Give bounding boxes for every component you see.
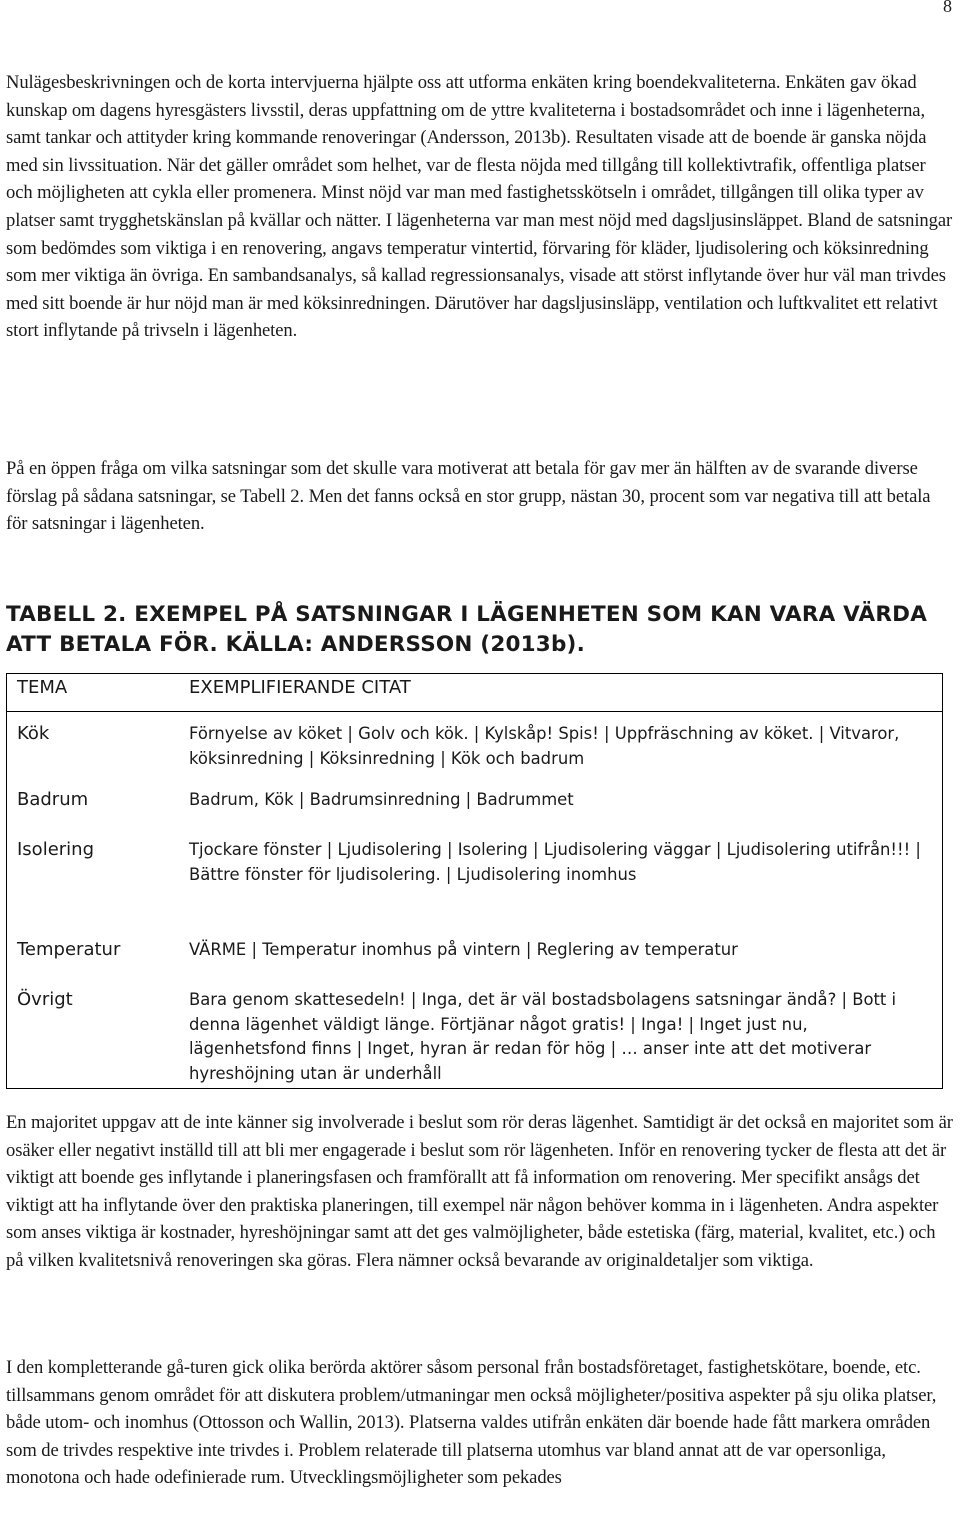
table-row [7,712,943,779]
row-quotes: VÄRME | Temperatur inomhus på vintern | Reglering av temperatur [189,940,738,959]
row-theme: Badrum [17,789,89,810]
table-header-row [7,674,943,712]
table-row [7,928,943,978]
paragraph-open-question: På en öppen fråga om vilka satsningar som det skulle vara motiverat att betala för gav mer än hälften av de svarande diverse förslag på sådana satsningar, se Tabell 2. Men det fanns också en stor grupp, nästan 30, procent som var negativa till att betala för satsningar i lägenheten. [6,458,931,535]
row-theme: Isolering [17,839,95,860]
paragraph-survey-results: Nulägesbeskrivningen och de korta intervjuerna hjälpte oss att utforma enkäten kring boendekvaliteterna. Enkäten gav ökad kunskap om dagens hyresgästers livsstil, deras uppfattning om de yttre kvaliteterna i bostadsområdet och inne i lägenheterna, samt tankar och attityder kring kommande renoveringar (Andersson, 2013b). Resultaten visade att de boende är ganska nöjda med sin livssituation. När det gäller området som helhet, var de flesta nöjda med tillgång till kollektivtrafik, offentliga platser och möjligheten att cykla eller promenera. Minst nöjd var man med fastighetsskötseln i området, tillgången till olika typer av platser samt trygghetskänslan på kvällar och nätter. I lägenheterna var man mest nöjd med dagsljusinsläppet. Bland de satsningar som bedömdes som viktiga i en renovering, angavs temperatur vintertid, förvaring för kläder, ljudisolering och köksinredning som mer viktiga än övriga. En sambandsanalys, så kallad regressionsanalys, visade att störst inflytande över hur väl man trivdes med sitt boende är hur nöjd man är med köksinredningen. Därutöver har dagsljusinsläpp, ventilation och luftkvalitet ett relativt stort inflytande på trivseln i lägenheten. [6,72,953,342]
paragraph-involvement: En majoritet uppgav att de inte känner sig involverade i beslut som rör deras lägenhet. Samtidigt är det också en majoritet som är osäker eller negativt inställd till att bli mer engagerade i beslut som rör lägenheten. Inför en renovering tycker de flesta att det är viktigt att boende ges inflytande i planeringsfasen och framförallt att få information om renovering. Mer specifikt ansågs det viktigt att ha inflytande över den praktiska planeringen, till exempel när någon behöver komma in i lägenheten. Andra aspekter som anses viktiga är kostnader, hyreshöjningar samt att det ges valmöjligheter, både estetiska (färg, material, kvalitet, etc.) och på vilken kvalitetsnivå renoveringen ska göras. Flera nämner också bevarande av originaldetaljer som viktiga. [6,1112,953,1271]
table-row [7,828,943,928]
row-quotes: Tjockare fönster | Ljudisolering | Isolering | Ljudisolering väggar | Ljudisolering utifrån!!! | Bättre fönster för ljudisolering. | Ljudisolering inomhus [189,840,921,884]
page-number: 8 [943,0,952,16]
row-quotes: Förnyelse av köket | Golv och kök. | Kylskåp! Spis! | Uppfräschning av köket. | Vitvaror, köksinredning | Köksinredning | Kök och badrum [189,724,900,768]
table-caption: TABELL 2. EXEMPEL PÅ SATSNINGAR I LÄGENHETEN SOM KAN VARA VÄRDA ATT BETALA FÖR. KÄLLA: ANDERSSON (2013b). [6,602,928,657]
table-row [7,778,943,828]
row-quotes: Bara genom skattesedeln! | Inga, det är väl bostadsbolagens satsningar ändå? | Bott i denna lägenhet väldigt länge. Förtjänar något gratis! | Inga! | Inget just nu, lägenhetsfond finns | Inget, hyran är redan för hög | … anser inte att det motiverar hyreshöjning utan är underhåll [189,990,897,1083]
investments-table [6,673,943,1089]
paragraph-walk-tour: I den kompletterande gå-turen gick olika berörda aktörer såsom personal från bostadsföretaget, fastighetskötare, boende, etc. tillsammans genom området för att diskutera problem/utmaningar men också möjligheter/positiva aspekter på sju olika platser, både utom- och inomhus (Ottosson och Wallin, 2013). Platserna valdes utifrån enkäten där boende hade fått markera områden som de trivdes respektive inte trivdes i. Problem relaterade till platserna utomhus var bland annat att de var opersonliga, monotona och hade odefinierade rum. Utvecklingsmöjligheter som pekades [6,1357,937,1489]
table-row [7,978,943,1089]
row-theme: Temperatur [17,939,121,960]
row-theme: Övrigt [17,989,73,1010]
header-quotes: EXEMPLIFIERANDE CITAT [179,674,943,712]
row-quotes: Badrum, Kök | Badrumsinredning | Badrummet [189,790,574,809]
header-theme: TEMA [7,674,180,712]
row-theme: Kök [17,723,50,744]
